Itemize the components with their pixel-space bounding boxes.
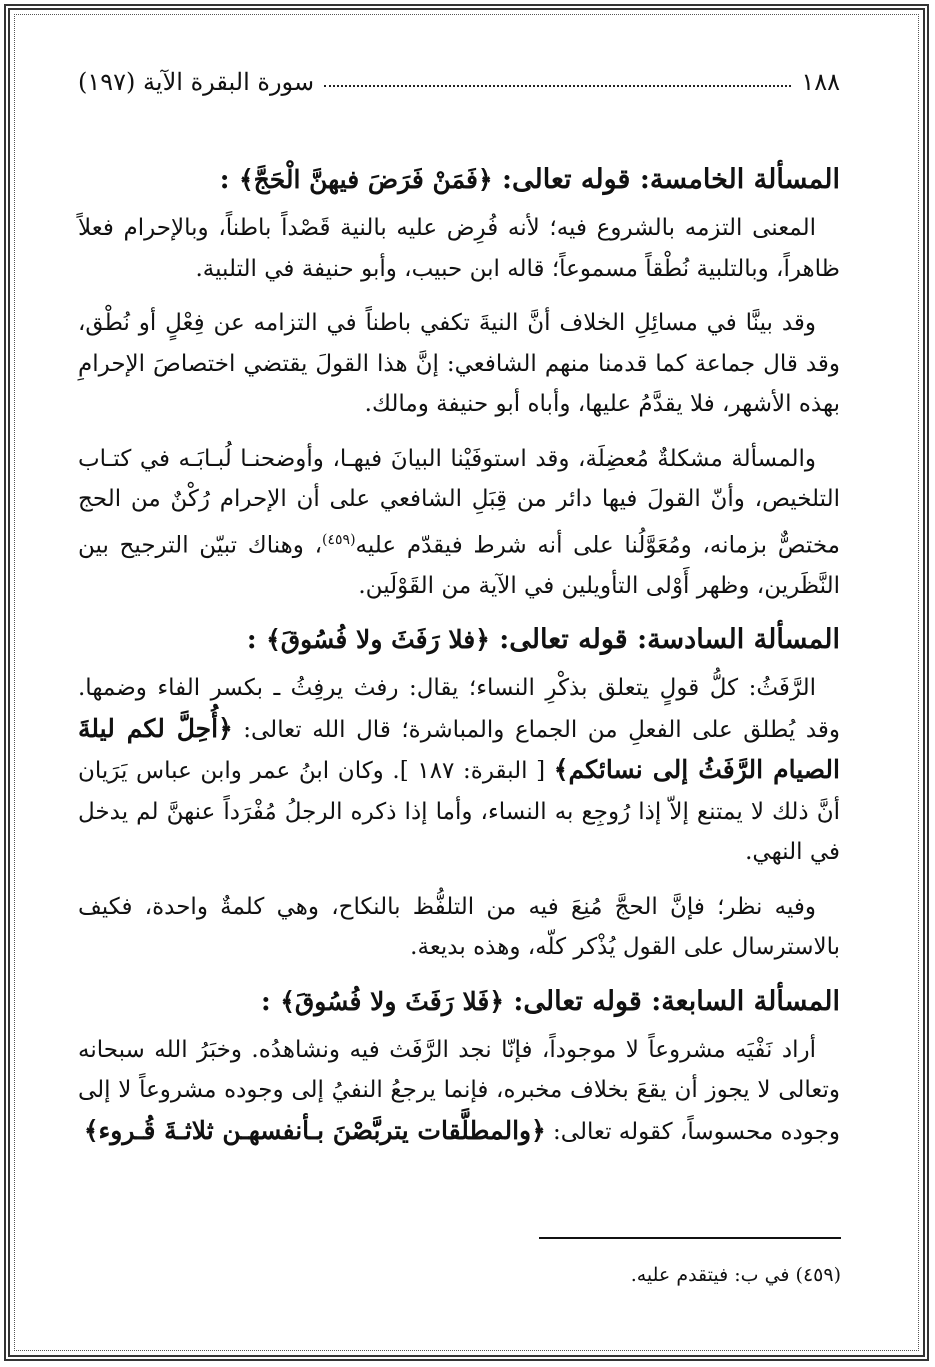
issue-heading [78,620,840,660]
text-run: [ البقرة: ١٨٧ ]. وكان ابنُ عمر وابن عباس يَرَيان أنَّ ذلك لا يمتنع إلاّ إذا رُوجِع به النساء، وأما إذا ذكره الرجلُ مُفْرَداً عنهنَّ لم يدخل في النهي. [78,758,840,866]
heading-label: المسألة الخامسة: قوله تعالى: [492,164,840,195]
heading-colon: : [246,624,267,656]
footnote-reference: (٤٥٩) [322,531,356,548]
paragraph [78,303,840,425]
text-run: أراد نَفْيَه مشروعاً لا موجوداً، فإنّا نجد الرَّفَث فيه ونشاهدُه. وخبَرُ الله سبحانه وتعالى لا يجوز أن يقعَ بخلاف مخبره، فإنما يرجعُ النفيُ إلى وجوده مشروعاً لا إلى وجوده محسوساً، كقوله تعالى: [78,1036,840,1145]
dotted-leader [324,85,791,87]
quran-verse: ﴿أُحِلَّ لكم ليلةَ الصيام الرَّفَثُ إلى نسائكم﴾ [78,713,840,785]
footnote-separator [539,1237,841,1239]
quran-verse: ﴿والمطلَّقات يتربَّصْنَ بـأنفسهـن ثلاثـةَ قُـروء﴾ [83,1115,546,1145]
issue-heading [78,160,840,200]
page-body [78,160,840,1152]
running-title: سورة البقرة الآية (١٩٧) [78,68,315,96]
quran-verse: ﴿فَلا رَفَثَ ولا فُسُوقَ﴾ [280,986,504,1016]
text-run: الرَّفَثُ: كلُّ قولٍ يتعلق بذكْرِ النساء؛ يقال: رفث يرفِثُ ـ بكسر الفاء وضمها. وقد يُطلق على الفعلِ من الجماع والمباشرة؛ قال الله تعالى: [78,675,840,743]
paragraph [78,208,840,289]
heading-colon: : [219,164,239,195]
text-run: وفيه نظر؛ فإنَّ الحجَّ مُنِعَ فيه من التلفُّظ بالنكاح، وهي كلمةٌ واحدة، فكيف بالاسترسال على القول يُذْكر كلّه، وهذه بديعة. [78,893,840,961]
page-number: ١٨٨ [801,68,840,96]
issue-heading [78,982,840,1022]
heading-label: المسألة السادسة: قوله تعالى: [489,624,840,656]
quran-verse: ﴿فلا رَفَثَ ولا فُسُوقَ﴾ [266,625,490,655]
paragraph [78,668,840,873]
paragraph [78,439,840,607]
heading-label: المسألة السابعة: قوله تعالى: [504,985,840,1017]
footnote-text: (٤٥٩) في ب: فيتقدم عليه. [630,1264,841,1286]
text-run: والمسألة مشكلةٌ مُعضِلَة، وقد استوفَيْنا البيانَ فيهـا، وأوضحنـا لُبـابَـه في كتـاب التلخيص، وأنّ القولَ فيها دائر من قِبَلِ الشافعي على أن الإحرام رُكْنٌ من الحج مختصٌّ بزمانه، ومُعَوَّلُنا على أنه شرط فيقدّم عليه [78,445,840,559]
paragraph [78,1030,840,1153]
text-run: وقد بينَّا في مسائِلِ الخلاف أنَّ النيةَ تكفي باطناً في التزامه عن فِعْلٍ أو نُطْق، وقد قال جماعة كما قدمنا منهم الشافعي: إنَّ هذا القولَ يقتضي اختصاصَ الإحرامِ بهذه الأشهر، فلا يقدَّمُ عليها، وأباه أبو حنيفة ومالك. [78,310,840,417]
text-run: ، وهناك تبيّن الترجيح بين النَّظَرين، وظهر أَوْلى التأويلين في الآية من القَوْلَين. [78,532,840,599]
text-run: المعنى التزمه بالشروع فيه؛ لأنه فُرِض عليه بالنية قَصْداً باطناً، وبالإحرام فعلاً ظاهراً، وبالتلبية نُطْقاً مسموعاً؛ قاله ابن حبيب، وأبو حنيفة في التلبية. [78,215,840,282]
quran-verse: ﴿فَمَنْ فَرَضَ فيهنَّ الْحَجَّ﴾ [238,165,493,194]
footnote [241,1260,841,1290]
page-header [78,62,840,102]
heading-colon: : [260,985,281,1017]
paragraph [78,887,840,968]
book-page [78,62,840,1166]
